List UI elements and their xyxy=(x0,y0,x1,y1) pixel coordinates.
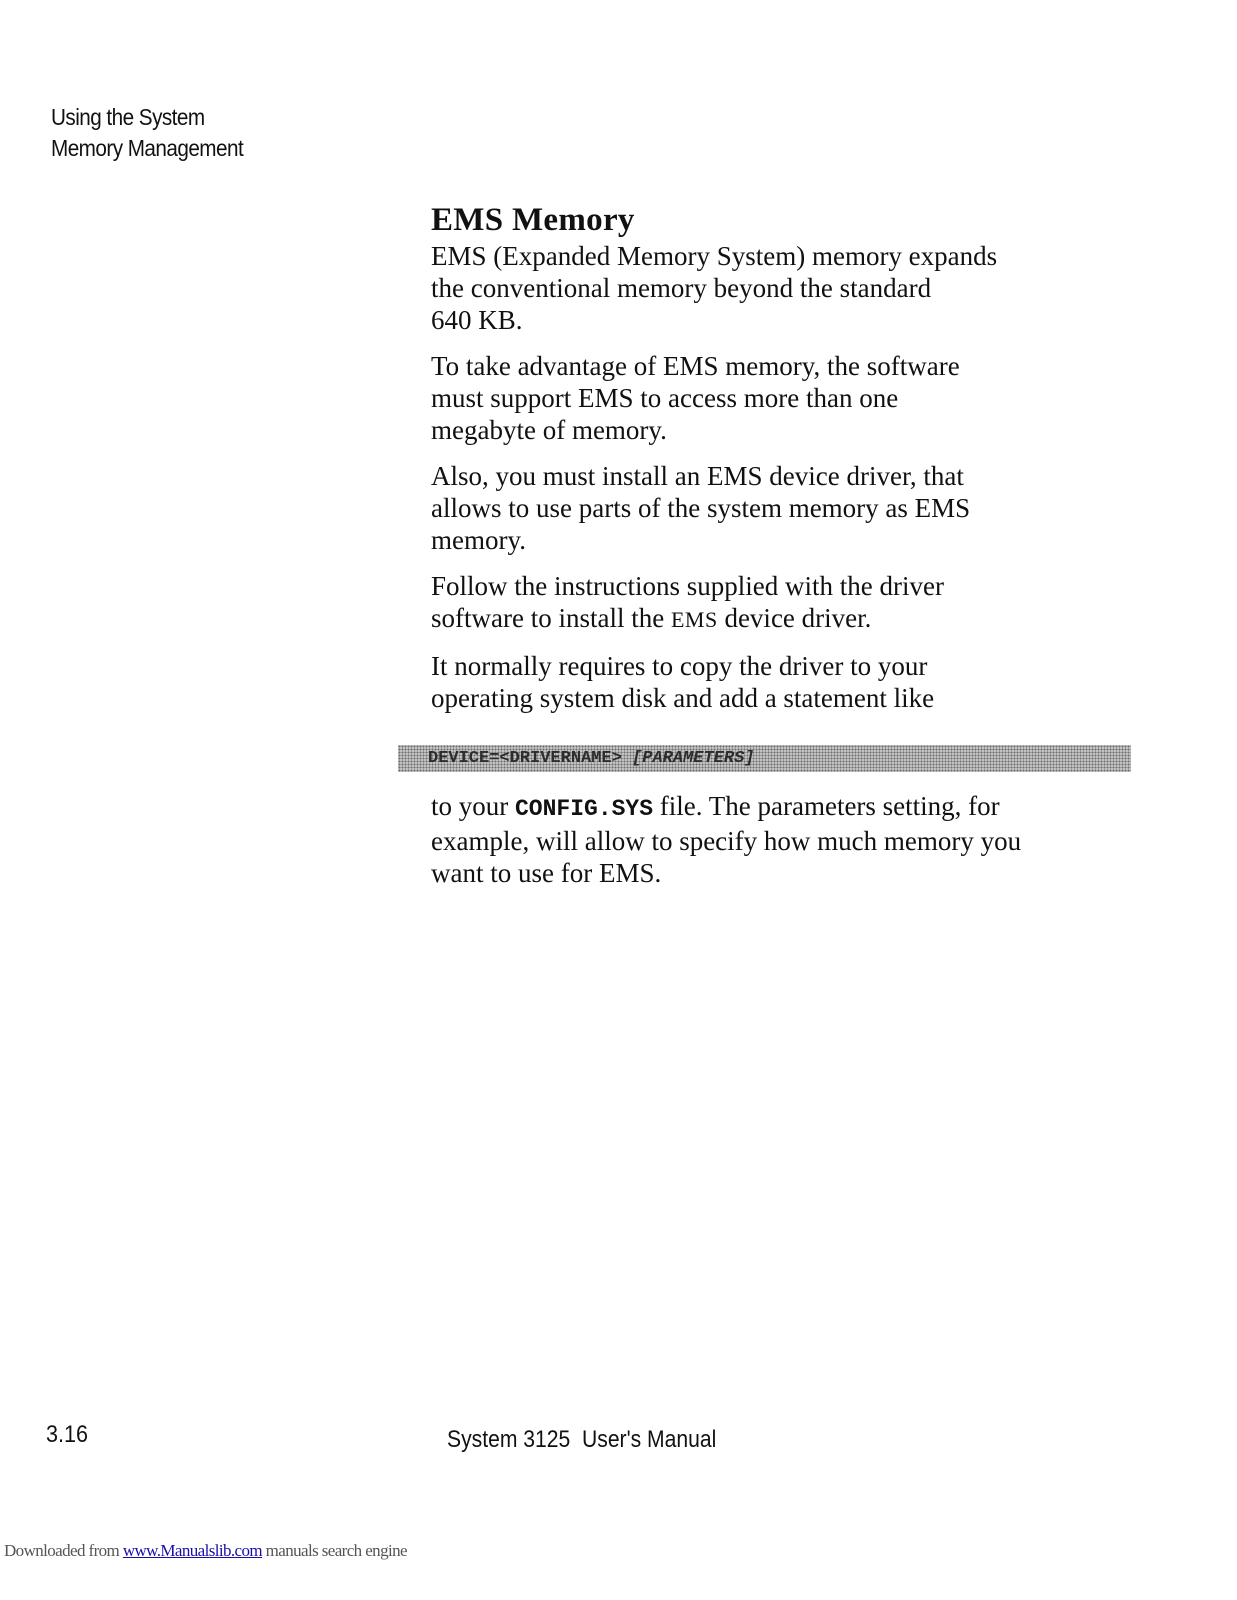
running-head-section: Memory Management xyxy=(51,135,244,161)
paragraph-line: memory. xyxy=(431,525,526,555)
paragraph-line xyxy=(431,790,1021,825)
download-suffix: manuals search engine xyxy=(262,1541,407,1560)
main-content xyxy=(431,200,1131,728)
text-run: software to install the xyxy=(431,603,671,633)
paragraph-line: allows to use parts of the system memory as EMS xyxy=(431,493,971,523)
paragraph-line: must support EMS to access more than one xyxy=(431,383,899,413)
code-example xyxy=(428,745,754,772)
download-note xyxy=(4,1541,407,1561)
ems-small-caps: EMS xyxy=(670,607,718,632)
paragraph-line: Also, you must install an EMS device driver, that xyxy=(431,461,964,491)
paragraph-line: megabyte of memory. xyxy=(431,415,667,445)
paragraph-ems-intro xyxy=(431,240,1131,336)
paragraph-line: It normally requires to copy the driver to your xyxy=(431,651,928,681)
paragraph-config-sys xyxy=(431,790,1021,889)
manualslib-link[interactable]: www.Manualslib.com xyxy=(122,1541,263,1560)
paragraph-line: example, will allow to specify how much memory you xyxy=(431,826,1022,856)
paragraph-software-support xyxy=(431,350,1131,446)
code-example-bar xyxy=(398,745,1131,772)
download-prefix: Downloaded from xyxy=(4,1541,123,1560)
running-head-chapter: Using the System xyxy=(51,104,205,130)
paragraph-line xyxy=(431,602,1131,636)
section-heading: EMS Memory xyxy=(431,202,635,238)
paragraph-line: To take advantage of EMS memory, the software xyxy=(431,351,960,381)
paragraph-line: 640 KB. xyxy=(431,305,523,335)
paragraph-line: want to use for EMS. xyxy=(431,858,662,888)
paragraph-line: EMS (Expanded Memory System) memory expands xyxy=(431,241,998,271)
footer-manual-title: System 3125 User's Manual xyxy=(447,1426,717,1453)
code-parameters: [PARAMETERS] xyxy=(632,749,755,768)
code-command: DEVICE=<DRIVERNAME> xyxy=(428,749,633,768)
paragraph-device-driver xyxy=(431,460,1131,556)
running-head xyxy=(51,102,243,164)
paragraph-line: operating system disk and add a statement like xyxy=(431,683,935,713)
paragraph-line: the conventional memory beyond the standard xyxy=(431,273,932,303)
text-run: to your xyxy=(431,791,515,821)
paragraph-instructions xyxy=(431,570,1131,636)
text-run: device driver. xyxy=(717,603,872,633)
config-sys-filename: CONFIG.SYS xyxy=(515,796,654,822)
text-run: file. The parameters setting, for xyxy=(653,791,1000,821)
page-number: 3.16 xyxy=(46,1421,89,1448)
paragraph-line: Follow the instructions supplied with the driver xyxy=(431,571,944,601)
paragraph-copy-driver xyxy=(431,650,1131,714)
